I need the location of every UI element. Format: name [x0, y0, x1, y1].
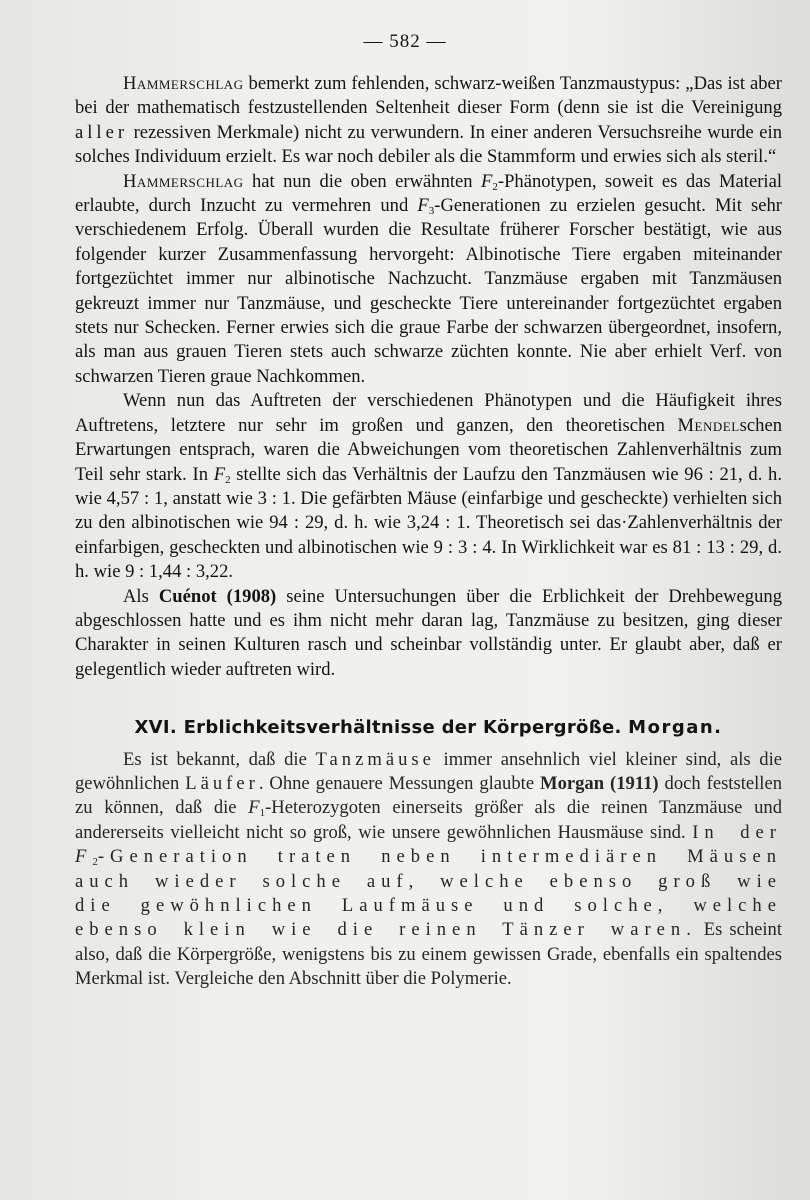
generation-symbol: F	[213, 463, 226, 485]
paragraph-text: . Ohne genauere Messungen glaubte	[258, 772, 541, 794]
generation-symbol: F	[481, 170, 493, 192]
emphasized-word: Läufer	[185, 772, 259, 794]
paragraph-4	[75, 585, 782, 683]
generation-symbol: F	[417, 195, 429, 217]
paragraph-text: stellte sich das Verhältnis der Laufzu den Tanzmäusen wie 96 : 21, d. h. wie 4,57 : 1, anstatt wie 3 : 1. Die gefärbten Mäuse (einfarbige und gescheckte) verhielten sich zu den albinotischen wie 94 : 29, d. h. wie 3,24 : 1. Theoretisch sei das·Zahlenverhältnis der einfarbigen, gescheckten und albinotischen wie 9 : 3 : 4. In Wirklichkeit war es 81 : 13 : 29, d. h. wie 9 : 1,44 : 3,22.	[75, 463, 782, 583]
generation-subscript: 1	[259, 807, 266, 820]
paragraph-text: rezessiven Merkmale) nicht zu verwundern. In einer anderen Versuchsreihe wurde ein solches Individuum erzielt. Es war noch debiler als die Stammform und erwies sich als steril.“	[75, 121, 782, 168]
paragraph-text: hat nun die oben erwähnten	[243, 170, 482, 192]
generation-subscript: 2	[92, 856, 98, 869]
generation-symbol: F	[75, 846, 93, 868]
paragraph-text: -Generationen zu erzielen gesucht. Mit sehr verschiedenem Erfolg. Überall wurden die Resultate früherer Forscher bestätigt, wie aus folgender kurzer Zusammenfassung hervorgeht: Albinotische Tiere ergaben miteinander fortgezüchtet immer nur albinotische Nachzucht. Tanzmäuse ergaben mit Tanzmäusen gekreuzt immer nur Tanzmäuse, und gescheckte Tiere untereinander fortgezüchtet ergaben stets nur Schecken. Ferner erwies sich die graue Farbe der schwarzen übergeordnet, insofern, als man aus grauen Tieren stets auch schwarze züchten konnte. Nie aber erhielt Verf. von schwarzen Tieren graue Nachkommen.	[75, 195, 782, 387]
author-name: Hammerschlag	[123, 73, 244, 94]
section-heading	[75, 716, 782, 740]
paragraph-3	[75, 389, 782, 584]
paragraph-text: immer ansehnlich viel kleiner sind, als die gewöhnlichen	[75, 748, 783, 794]
author-name: Hammerschlag	[123, 170, 244, 192]
paragraph-text: -Phänotypen, soweit es das Material erlaubte, durch Inzucht zu vermehren und	[75, 170, 783, 217]
generation-subscript: 2	[492, 180, 498, 193]
paragraph-text: bemerkt zum fehlenden, schwarz-weißen Tanzmaustypus: „Das ist aber bei der mathematisch festzustellenden Seltenheit dieser Form (denn sie ist die Vereinigung	[75, 73, 782, 119]
paragraph-text: schen Erwartungen entsprach, waren die Abweichungen vom theoretischen Zahlenverhältnis zum Teil sehr stark. In	[75, 414, 782, 485]
section-spacer	[75, 682, 782, 716]
paragraph-text: seine Untersuchungen über die Erblichkeit der Drehbewegung abgeschlossen hatte und es ihm nicht mehr daran lag, Tanzmäuse zu besitzen, ging dieser Charakter in seinen Kulturen rasch und scheinbar vollständig unter. Er glaubt aber, daß er gelegentlich wieder auftreten wird.	[75, 585, 782, 680]
document-body	[75, 72, 782, 992]
author-citation: Cuénot (1908)	[158, 585, 277, 607]
paragraph-1	[75, 72, 782, 170]
paragraph-text: Als	[123, 585, 159, 607]
emphasized-passage: In der	[692, 821, 782, 843]
generation-subscript: 3	[428, 205, 435, 218]
author-name: Mendel	[677, 414, 740, 436]
generation-subscript: 2	[225, 473, 231, 486]
section-author: Morgan.	[628, 717, 723, 739]
paragraph-2	[75, 170, 782, 390]
section-paragraph	[75, 748, 782, 992]
paragraph-text: doch feststellen zu können, daß die	[75, 772, 783, 819]
emphasized-word: aller	[75, 121, 129, 143]
paragraph-text: Wenn nun das Auftreten der verschiedenen Phänotypen und die Häufigkeit ihres Auftretens, letztere nur sehr im großen und ganzen, den theoretischen	[75, 390, 782, 436]
paragraph-text: Es scheint also, daß die Körpergröße, wenigstens bis zu einem gewissen Grade, ebenfalls ein spaltendes Merkmal ist. Vergleiche den Abschnitt über die Polymerie.	[75, 919, 782, 990]
generation-symbol: F	[248, 797, 260, 819]
paragraph-text: -Heterozygoten einerseits größer als die reinen Tanzmäuse und andererseits vielleicht nicht so groß, wie unsere gewöhnlichen Hausmäuse sind.	[75, 797, 782, 843]
emphasized-word: Tanzmäuse	[315, 748, 435, 770]
section-title: XVI. Erblichkeitsverhältnisse der Körpergröße.	[134, 717, 622, 739]
author-citation: Morgan (1911)	[540, 772, 659, 794]
page-number: — 582 —	[363, 31, 447, 52]
paragraph-text: Es ist bekannt, daß die	[123, 748, 316, 770]
emphasized-passage: -Generation traten neben intermediären Mäusen auch wieder solche auf, welche ebenso groß wie die gewöhnlichen Laufmäuse und solche, welche ebenso klein wie die reinen Tänzer waren.	[75, 846, 782, 941]
